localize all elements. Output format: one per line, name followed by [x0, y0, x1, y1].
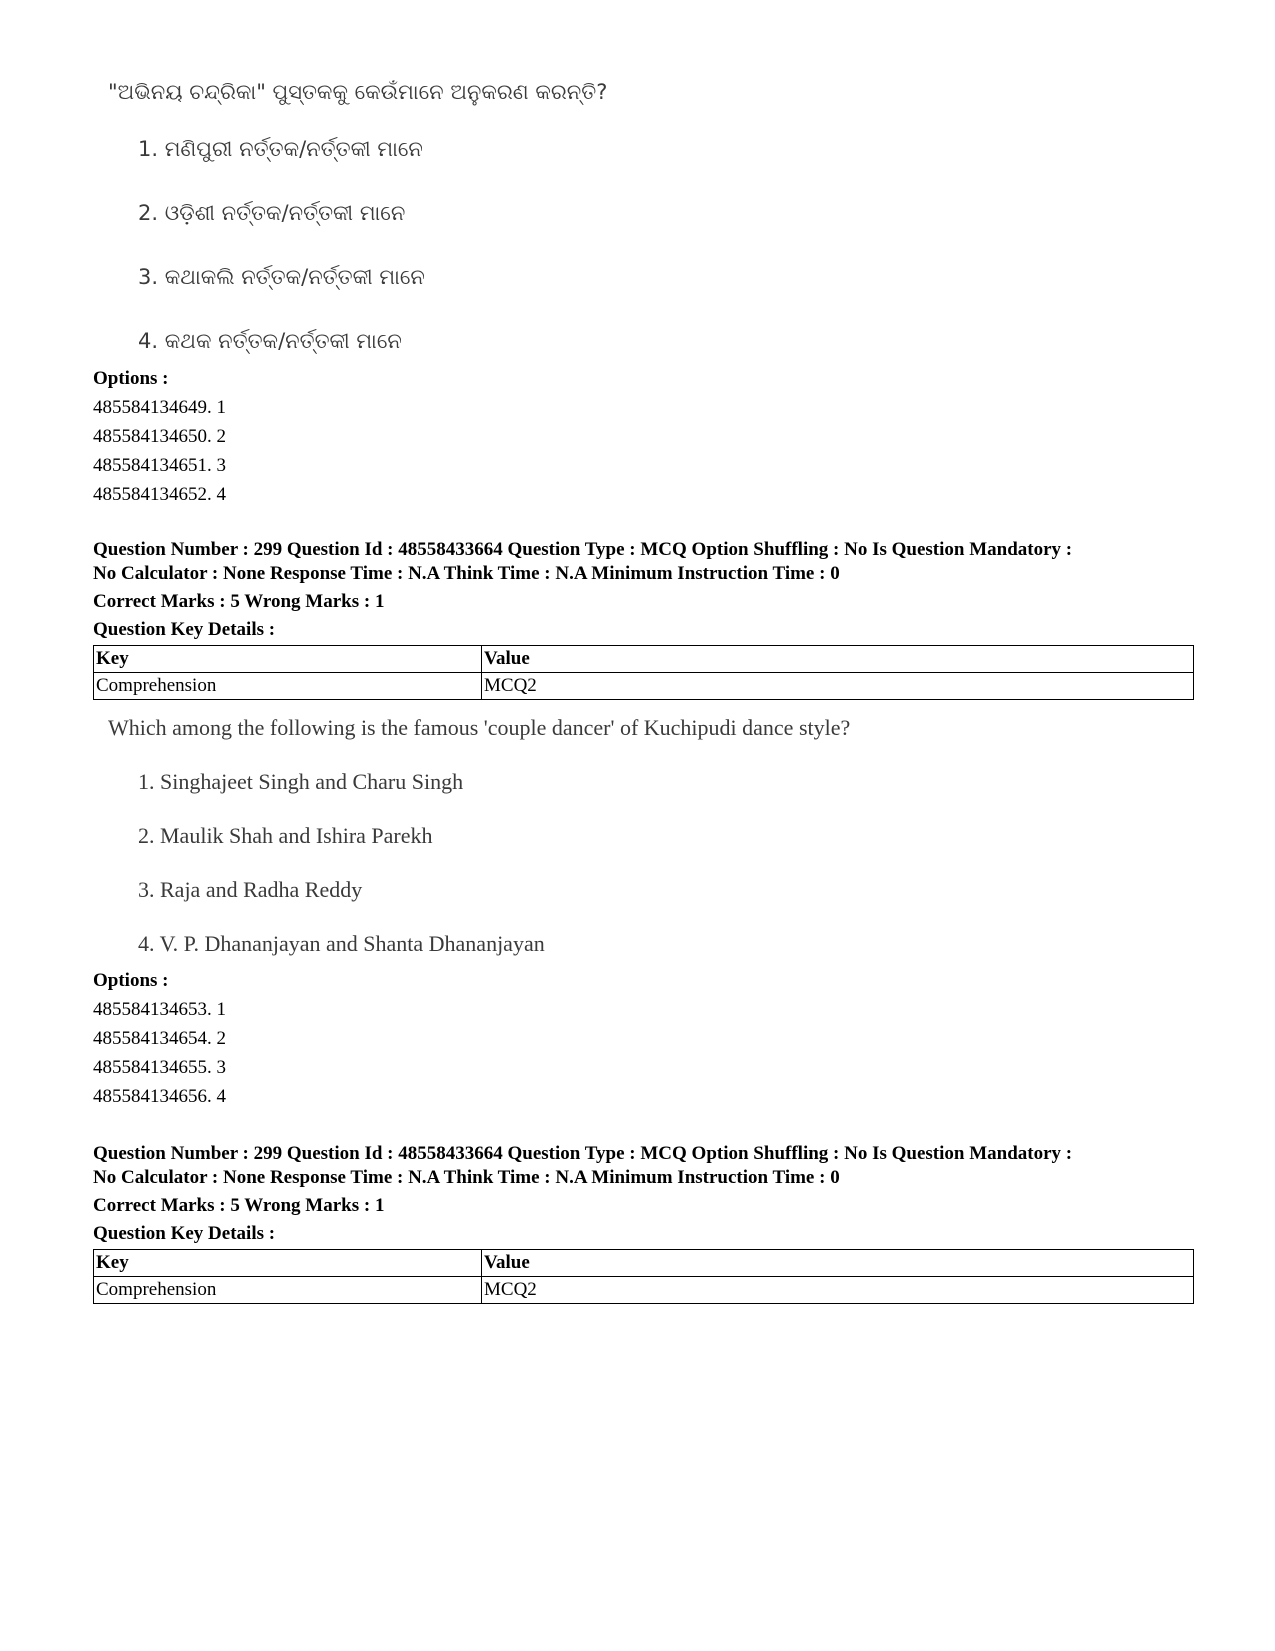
table-header-value: Value: [482, 646, 1194, 673]
table-cell-key: Comprehension: [94, 1277, 482, 1304]
option-id-line: 485584134656. 4: [93, 1086, 226, 1107]
question-meta: [93, 1142, 1213, 1304]
key-details-table: [93, 1249, 1194, 1304]
meta-line: Question Number : 299 Question Id : 48558433664 Question Type : MCQ Option Shuffling : No Is Question Mandatory :: [93, 1143, 1073, 1164]
key-details-table: [93, 645, 1194, 700]
question-image-odia: [108, 80, 607, 373]
table-header-value: Value: [482, 1250, 1194, 1277]
marks-line: Correct Marks : 5 Wrong Marks : 1: [93, 591, 385, 612]
question-meta: [93, 538, 1213, 700]
options-label: Options :: [93, 970, 169, 991]
option-id-line: 485584134649. 1: [93, 397, 226, 418]
meta-line: No Calculator : None Response Time : N.A Think Time : N.A Minimum Instruction Time : 0: [93, 563, 840, 584]
table-header-row: [94, 1250, 1194, 1277]
question-option: 4. କଥକ ନର୍ତ୍ତକ/ନର୍ତ୍ତକୀ ମାନେ: [138, 329, 402, 353]
question-option: 1. ମଣିପୁରୀ ନର୍ତ୍ତକ/ନର୍ତ୍ତକୀ ମାନେ: [138, 137, 423, 161]
option-id-line: 485584134654. 2: [93, 1028, 226, 1049]
question-option: 2. ଓଡ଼ିଶୀ ନର୍ତ୍ତକ/ନର୍ତ୍ତକୀ ମାନେ: [138, 201, 406, 225]
question-option: 2. Maulik Shah and Ishira Parekh: [138, 823, 433, 848]
table-row: [94, 673, 1194, 700]
question-option: 4. V. P. Dhananjayan and Shanta Dhananjayan: [138, 931, 545, 956]
table-cell-key: Comprehension: [94, 673, 482, 700]
question-option: 3. କଥାକଲି ନର୍ତ୍ତକ/ନର୍ତ୍ତକୀ ମାନେ: [138, 265, 425, 289]
options-section: [93, 364, 1193, 509]
marks-line: Correct Marks : 5 Wrong Marks : 1: [93, 1195, 385, 1216]
key-details-label: Question Key Details :: [93, 619, 276, 640]
question-stem: Which among the following is the famous 'couple dancer' of Kuchipudi dance style?: [108, 715, 851, 740]
option-id-line: 485584134652. 4: [93, 484, 226, 505]
question-image-english: [108, 715, 850, 971]
question-option-list: [108, 117, 607, 373]
question-option: 1. Singhajeet Singh and Charu Singh: [138, 769, 464, 794]
option-id-line: 485584134655. 3: [93, 1057, 226, 1078]
table-header-row: [94, 646, 1194, 673]
options-section: [93, 966, 1193, 1111]
question-stem: "ଅଭିନୟ ଚନ୍ଦ୍ରିକା" ପୁସ୍ତକକୁ କେଉଁମାନେ ଅନୁକରଣ କରନ୍ତି?: [108, 80, 608, 104]
options-label: Options :: [93, 368, 169, 389]
option-id-line: 485584134651. 3: [93, 455, 226, 476]
table-header-key: Key: [94, 1250, 482, 1277]
table-row: [94, 1277, 1194, 1304]
key-details-label: Question Key Details :: [93, 1223, 276, 1244]
question-option: 3. Raja and Radha Reddy: [138, 877, 363, 902]
meta-line: No Calculator : None Response Time : N.A Think Time : N.A Minimum Instruction Time : 0: [93, 1167, 840, 1188]
table-cell-value: MCQ2: [482, 1277, 1194, 1304]
option-id-line: 485584134650. 2: [93, 426, 226, 447]
table-header-key: Key: [94, 646, 482, 673]
table-cell-value: MCQ2: [482, 673, 1194, 700]
meta-line: Question Number : 299 Question Id : 48558433664 Question Type : MCQ Option Shuffling : No Is Question Mandatory :: [93, 539, 1073, 560]
question-option-list: [108, 755, 850, 971]
option-id-line: 485584134653. 1: [93, 999, 226, 1020]
